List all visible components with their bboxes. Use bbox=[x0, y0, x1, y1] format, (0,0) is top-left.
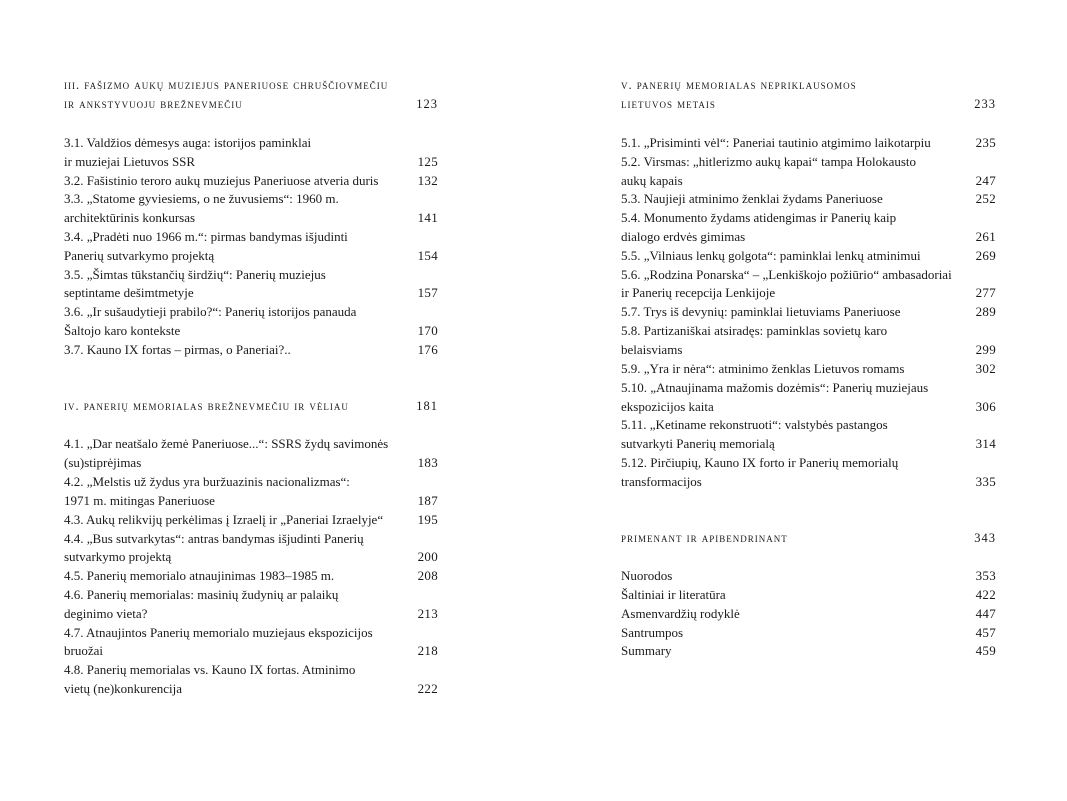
toc-section-number: 5.3. bbox=[621, 191, 641, 206]
toc-entry: Šaltiniai ir literatūra 422 bbox=[621, 587, 996, 602]
toc-section-number: 4.7. bbox=[64, 625, 84, 640]
toc-entry: 3.3. „Statome gyviesiems, o ne žuvusiems“: 1960 m. bbox=[64, 191, 339, 206]
toc-section-number: 5.2. bbox=[621, 154, 641, 169]
toc-entry: 5.11. „Ketiname rekonstruoti“: valstybės pastangos bbox=[621, 417, 888, 432]
toc-section-number: 5.9. bbox=[621, 361, 641, 376]
toc-entry: Summary 459 bbox=[621, 643, 996, 658]
toc-section-number: 3.2. bbox=[64, 173, 84, 188]
toc-section-number: 3.6. bbox=[64, 304, 84, 319]
toc-section-number: 5.7. bbox=[621, 304, 641, 319]
toc-section-number: 5.5. bbox=[621, 248, 641, 263]
toc-section-number: 4.1. bbox=[64, 436, 84, 451]
toc-chapter-heading: iii. fašizmo aukų muziejus paneriuose chruščiovmečiu bbox=[64, 78, 389, 92]
toc-entry: 3.2. Fašistinio teroro aukų muziejus Paneriuose atveria duris 132 bbox=[64, 173, 438, 188]
toc-entry: transformacijos 335 bbox=[621, 474, 996, 489]
toc-entry: 4.2. „Melstis už žydus yra buržuazinis nacionalizmas“: bbox=[64, 474, 350, 489]
toc-section-number: 5.11. bbox=[621, 417, 647, 432]
toc-entry: deginimo vieta? 213 bbox=[64, 606, 438, 621]
toc-section-number: 5.8. bbox=[621, 323, 641, 338]
toc-entry: ir Panerių recepcija Lenkijoje 277 bbox=[621, 285, 996, 300]
toc-entry: Panerių sutvarkymo projektą 154 bbox=[64, 248, 438, 263]
toc-section-number: 3.4. bbox=[64, 229, 84, 244]
toc-section-number: 4.3. bbox=[64, 512, 84, 527]
toc-entry: Santrumpos 457 bbox=[621, 625, 996, 640]
toc-entry: (su)stiprėjimas 183 bbox=[64, 455, 438, 470]
toc-entry: 1971 m. mitingas Paneriuose 187 bbox=[64, 493, 438, 508]
toc-entry: 5.7. Trys iš devynių: paminklai lietuviams Paneriuose 289 bbox=[621, 304, 996, 319]
toc-chapter-heading: primenant ir apibendrinant 343 bbox=[621, 531, 996, 545]
toc-entry: 5.3. Naujieji atminimo ženklai žydams Paneriuose 252 bbox=[621, 191, 996, 206]
toc-entry: Nuorodos 353 bbox=[621, 568, 996, 583]
toc-entry: sutvarkymo projektą 200 bbox=[64, 549, 438, 564]
toc-entry: 5.10. „Atnaujinama mažomis dozėmis“: Panerių muziejaus bbox=[621, 380, 929, 395]
toc-entry: Šaltojo karo kontekste 170 bbox=[64, 323, 438, 338]
toc-entry: 4.3. Aukų relikvijų perkėlimas į Izraelį ir „Paneriai Izraelyje“ 195 bbox=[64, 512, 438, 527]
toc-entry: 5.1. „Prisiminti vėl“: Paneriai tautinio atgimimo laikotarpiu 235 bbox=[621, 135, 996, 150]
toc-entry: ekspozicijos kaita 306 bbox=[621, 399, 996, 414]
toc-section-number: 3.7. bbox=[64, 342, 84, 357]
toc-entry: Asmenvardžių rodyklė 447 bbox=[621, 606, 996, 621]
toc-chapter-heading: lietuvos metais 233 bbox=[621, 97, 996, 111]
toc-section-number: 5.4. bbox=[621, 210, 641, 225]
toc-entry: 5.5. „Vilniaus lenkų golgota“: paminklai lenkų atminimui 269 bbox=[621, 248, 996, 263]
toc-entry: vietų (ne)konkurencija 222 bbox=[64, 681, 438, 696]
toc-section-number: 5.10. bbox=[621, 380, 647, 395]
toc-entry: bruožai 218 bbox=[64, 643, 438, 658]
toc-entry: 4.5. Panerių memorialo atnaujinimas 1983–1985 m. 208 bbox=[64, 568, 438, 583]
toc-entry: 4.4. „Bus sutvarkytas“: antras bandymas išjudinti Panerių bbox=[64, 531, 364, 546]
toc-entry: 5.8. Partizaniškai atsiradęs: paminklas sovietų karo bbox=[621, 323, 888, 338]
toc-section-number: 5.12. bbox=[621, 455, 647, 470]
toc-entry: 5.6. „Rodzina Ponarska“ – „Lenkiškojo požiūrio“ ambasadoriai bbox=[621, 267, 952, 282]
toc-entry: aukų kapais 247 bbox=[621, 173, 996, 188]
toc-section-number: 4.6. bbox=[64, 587, 84, 602]
toc-section-number: 4.4. bbox=[64, 531, 84, 546]
toc-entry: 4.8. Panerių memorialas vs. Kauno IX fortas. Atminimo bbox=[64, 662, 356, 677]
toc-chapter-heading: ir ankstyvuoju brežnevmečiu 123 bbox=[64, 97, 438, 111]
toc-entry: 3.6. „Ir sušaudytieji prabilo?“: Panerių istorijos panauda bbox=[64, 304, 357, 319]
toc-entry: septintame dešimtmetyje 157 bbox=[64, 285, 438, 300]
toc-section-number: 5.1. bbox=[621, 135, 641, 150]
toc-entry: 3.4. „Pradėti nuo 1966 m.“: pirmas bandymas išjudinti bbox=[64, 229, 348, 244]
toc-entry: 5.4. Monumento žydams atidengimas ir Panerių kaip bbox=[621, 210, 897, 225]
toc-section-number: 3.1. bbox=[64, 135, 84, 150]
toc-section-number: 4.2. bbox=[64, 474, 84, 489]
toc-entry: 3.5. „Šimtas tūkstančių širdžių“: Panerių muziejus bbox=[64, 267, 326, 282]
toc-entry: 5.12. Pirčiupių, Kauno IX forto ir Panerių memorialų bbox=[621, 455, 899, 470]
toc-section-number: 5.6. bbox=[621, 267, 641, 282]
toc-entry: dialogo erdvės gimimas 261 bbox=[621, 229, 996, 244]
toc-entry: 5.2. Virsmas: „hitlerizmo aukų kapai“ tampa Holokausto bbox=[621, 154, 917, 169]
toc-entry: 3.7. Kauno IX fortas – pirmas, o Paneriai?.. 176 bbox=[64, 342, 438, 357]
toc-entry: ir muziejai Lietuvos SSR 125 bbox=[64, 154, 438, 169]
toc-section-number: 3.5. bbox=[64, 267, 84, 282]
toc-section-number: 3.3. bbox=[64, 191, 84, 206]
toc-entry: 5.9. „Yra ir nėra“: atminimo ženklas Lietuvos romams 302 bbox=[621, 361, 996, 376]
toc-section-number: 4.5. bbox=[64, 568, 84, 583]
toc-section-number: 4.8. bbox=[64, 662, 84, 677]
toc-entry: 4.7. Atnaujintos Panerių memorialo muziejaus ekspozicijos bbox=[64, 625, 373, 640]
toc-entry: 3.1. Valdžios dėmesys auga: istorijos paminklai bbox=[64, 135, 312, 150]
toc-chapter-heading: iv. panerių memorialas brežnevmečiu ir vėliau 181 bbox=[64, 399, 438, 413]
toc-entry: 4.6. Panerių memorialas: masinių žudynių ar palaikų bbox=[64, 587, 339, 602]
toc-chapter-heading: v. panerių memorialas nepriklausomos bbox=[621, 78, 857, 92]
toc-entry: 4.1. „Dar neatšalo žemė Paneriuose...“: SSRS žydų savimonės bbox=[64, 436, 389, 451]
toc-entry: belaisviams 299 bbox=[621, 342, 996, 357]
toc-entry: architektūrinis konkursas 141 bbox=[64, 210, 438, 225]
toc-entry: sutvarkyti Panerių memorialą 314 bbox=[621, 436, 996, 451]
